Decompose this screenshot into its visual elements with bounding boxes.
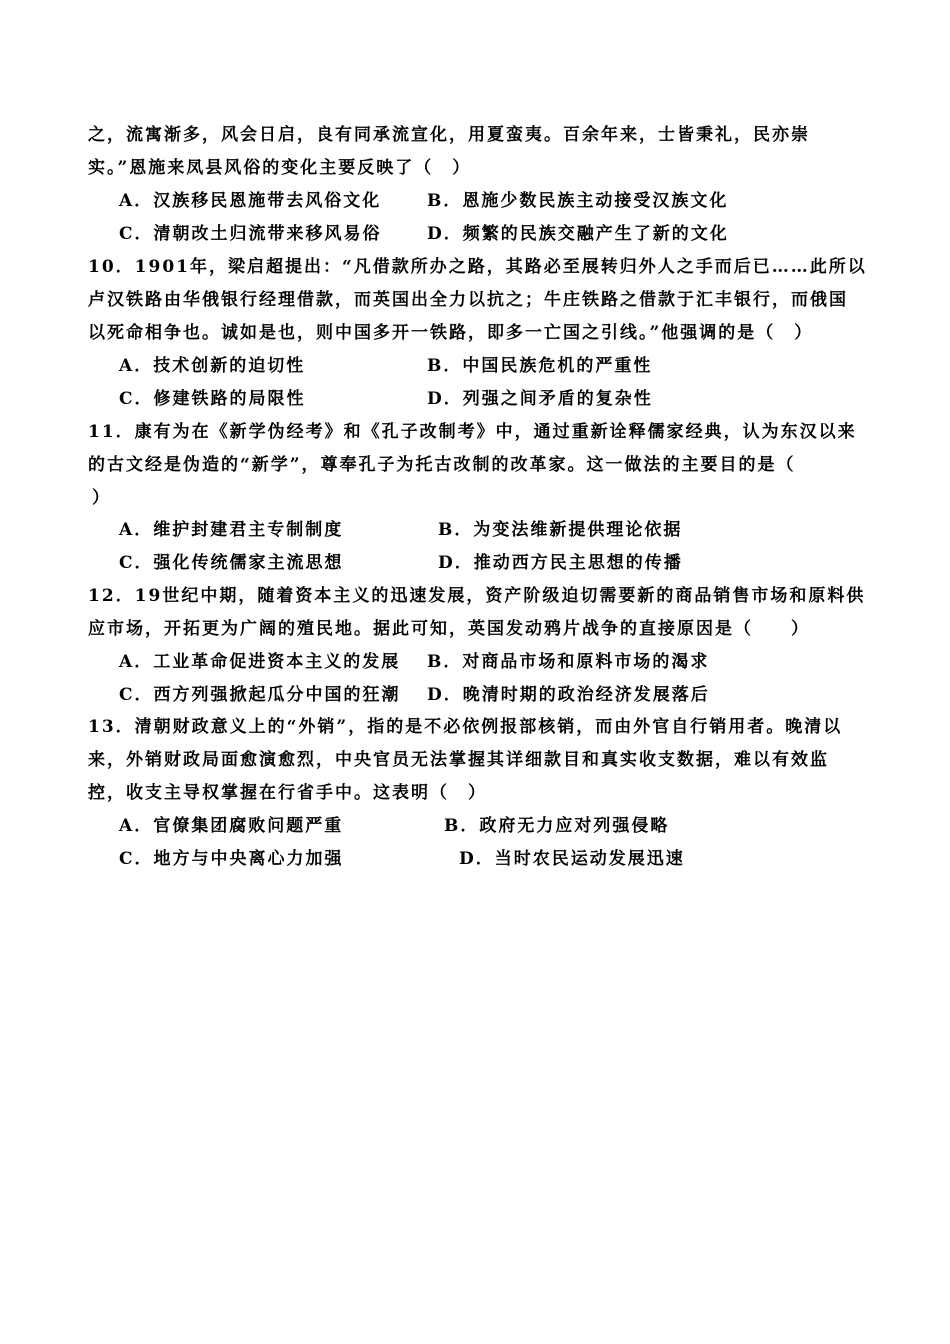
question-10-line-2: 卢汉铁路由华俄银行经理借款，而英国出全力以抗之；牛庄铁路之借款于汇丰银行，而俄国 bbox=[88, 290, 848, 310]
question-10-option-a: A．技术创新的迫切性 bbox=[119, 356, 306, 376]
question-12-option-b: B．对商品市场和原料市场的渴求 bbox=[427, 652, 710, 672]
question-11-option-b: B．为变法维新提供理论依据 bbox=[438, 520, 683, 540]
question-10-line-1: 10．1901年，梁启超提出：“凡借款所办之路，其路必至展转归外人之手而后已……此所以 bbox=[88, 257, 867, 277]
question-11-option-a: A．维护封建君主专制制度 bbox=[119, 520, 344, 540]
question-9-option-b: B．恩施少数民族主动接受汉族文化 bbox=[427, 191, 729, 211]
question-13-option-c: C．地方与中央离心力加强 bbox=[119, 849, 344, 869]
question-10-option-c: C．修建铁路的局限性 bbox=[119, 389, 306, 409]
question-12-line-2: 应市场，开拓更为广阔的殖民地。据此可知，英国发动鸦片战争的直接原因是（ ） bbox=[88, 619, 810, 639]
question-10-line-3: 以死命相争也。诚如是也，则中国多开一铁路，即多一亡国之引线。”他强调的是（ ） bbox=[88, 323, 814, 343]
question-10-option-b: B．中国民族危机的严重性 bbox=[427, 356, 653, 376]
question-13-option-a: A．官僚集团腐败问题严重 bbox=[119, 816, 344, 836]
question-11-line-3: ） bbox=[92, 488, 111, 508]
question-12-option-a: A．工业革命促进资本主义的发展 bbox=[119, 652, 401, 672]
question-9-option-d: D．频繁的民族交融产生了新的文化 bbox=[427, 224, 729, 244]
question-13-option-d: D．当时农民运动发展迅速 bbox=[459, 849, 685, 869]
question-9-option-c: C．清朝改土归流带来移风易俗 bbox=[119, 224, 382, 244]
question-11-line-2: 的古文经是伪造的“新学”，尊奉孔子为托古改制的改革家。这一做法的主要目的是（ bbox=[88, 455, 796, 475]
question-12-option-c: C．西方列强掀起瓜分中国的狂潮 bbox=[119, 685, 401, 705]
question-9-line-2: 实。”恩施来凤县风俗的变化主要反映了（ ） bbox=[88, 158, 472, 178]
question-12-option-d: D．晚清时期的政治经济发展落后 bbox=[427, 685, 710, 705]
question-9-option-a: A．汉族移民恩施带去风俗文化 bbox=[119, 191, 382, 211]
question-9-line-1: 之，流寓渐多，风会日启，良有同承流宣化，用夏蛮夷。百余年来，士皆秉礼，民亦崇 bbox=[88, 125, 810, 145]
question-11-option-d: D．推动西方民主思想的传播 bbox=[438, 553, 683, 573]
question-12-line-1: 12．19世纪中期，随着资本主义的迅速发展，资产阶级迫切需要新的商品销售市场和原料供 bbox=[88, 586, 866, 606]
question-13-line-1: 13．清朝财政意义上的“外销”，指的是不必依例报部核销，而由外官自行销用者。晚清以 bbox=[88, 717, 843, 737]
question-13-line-2: 来，外销财政局面愈演愈烈，中央官员无法掌握其详细款目和真实收支数据，难以有效监 bbox=[88, 750, 829, 770]
question-13-option-b: B．政府无力应对列强侵略 bbox=[444, 816, 670, 836]
question-11-line-1: 11．康有为在《新学伪经考》和《孔子改制考》中，通过重新诠释儒家经典，认为东汉以来 bbox=[88, 422, 857, 442]
question-10-option-d: D．列强之间矛盾的复杂性 bbox=[427, 389, 653, 409]
question-13-line-3: 控，收支主导权掌握在行省手中。这表明（ ） bbox=[88, 783, 487, 803]
question-11-option-c: C．强化传统儒家主流思想 bbox=[119, 553, 344, 573]
